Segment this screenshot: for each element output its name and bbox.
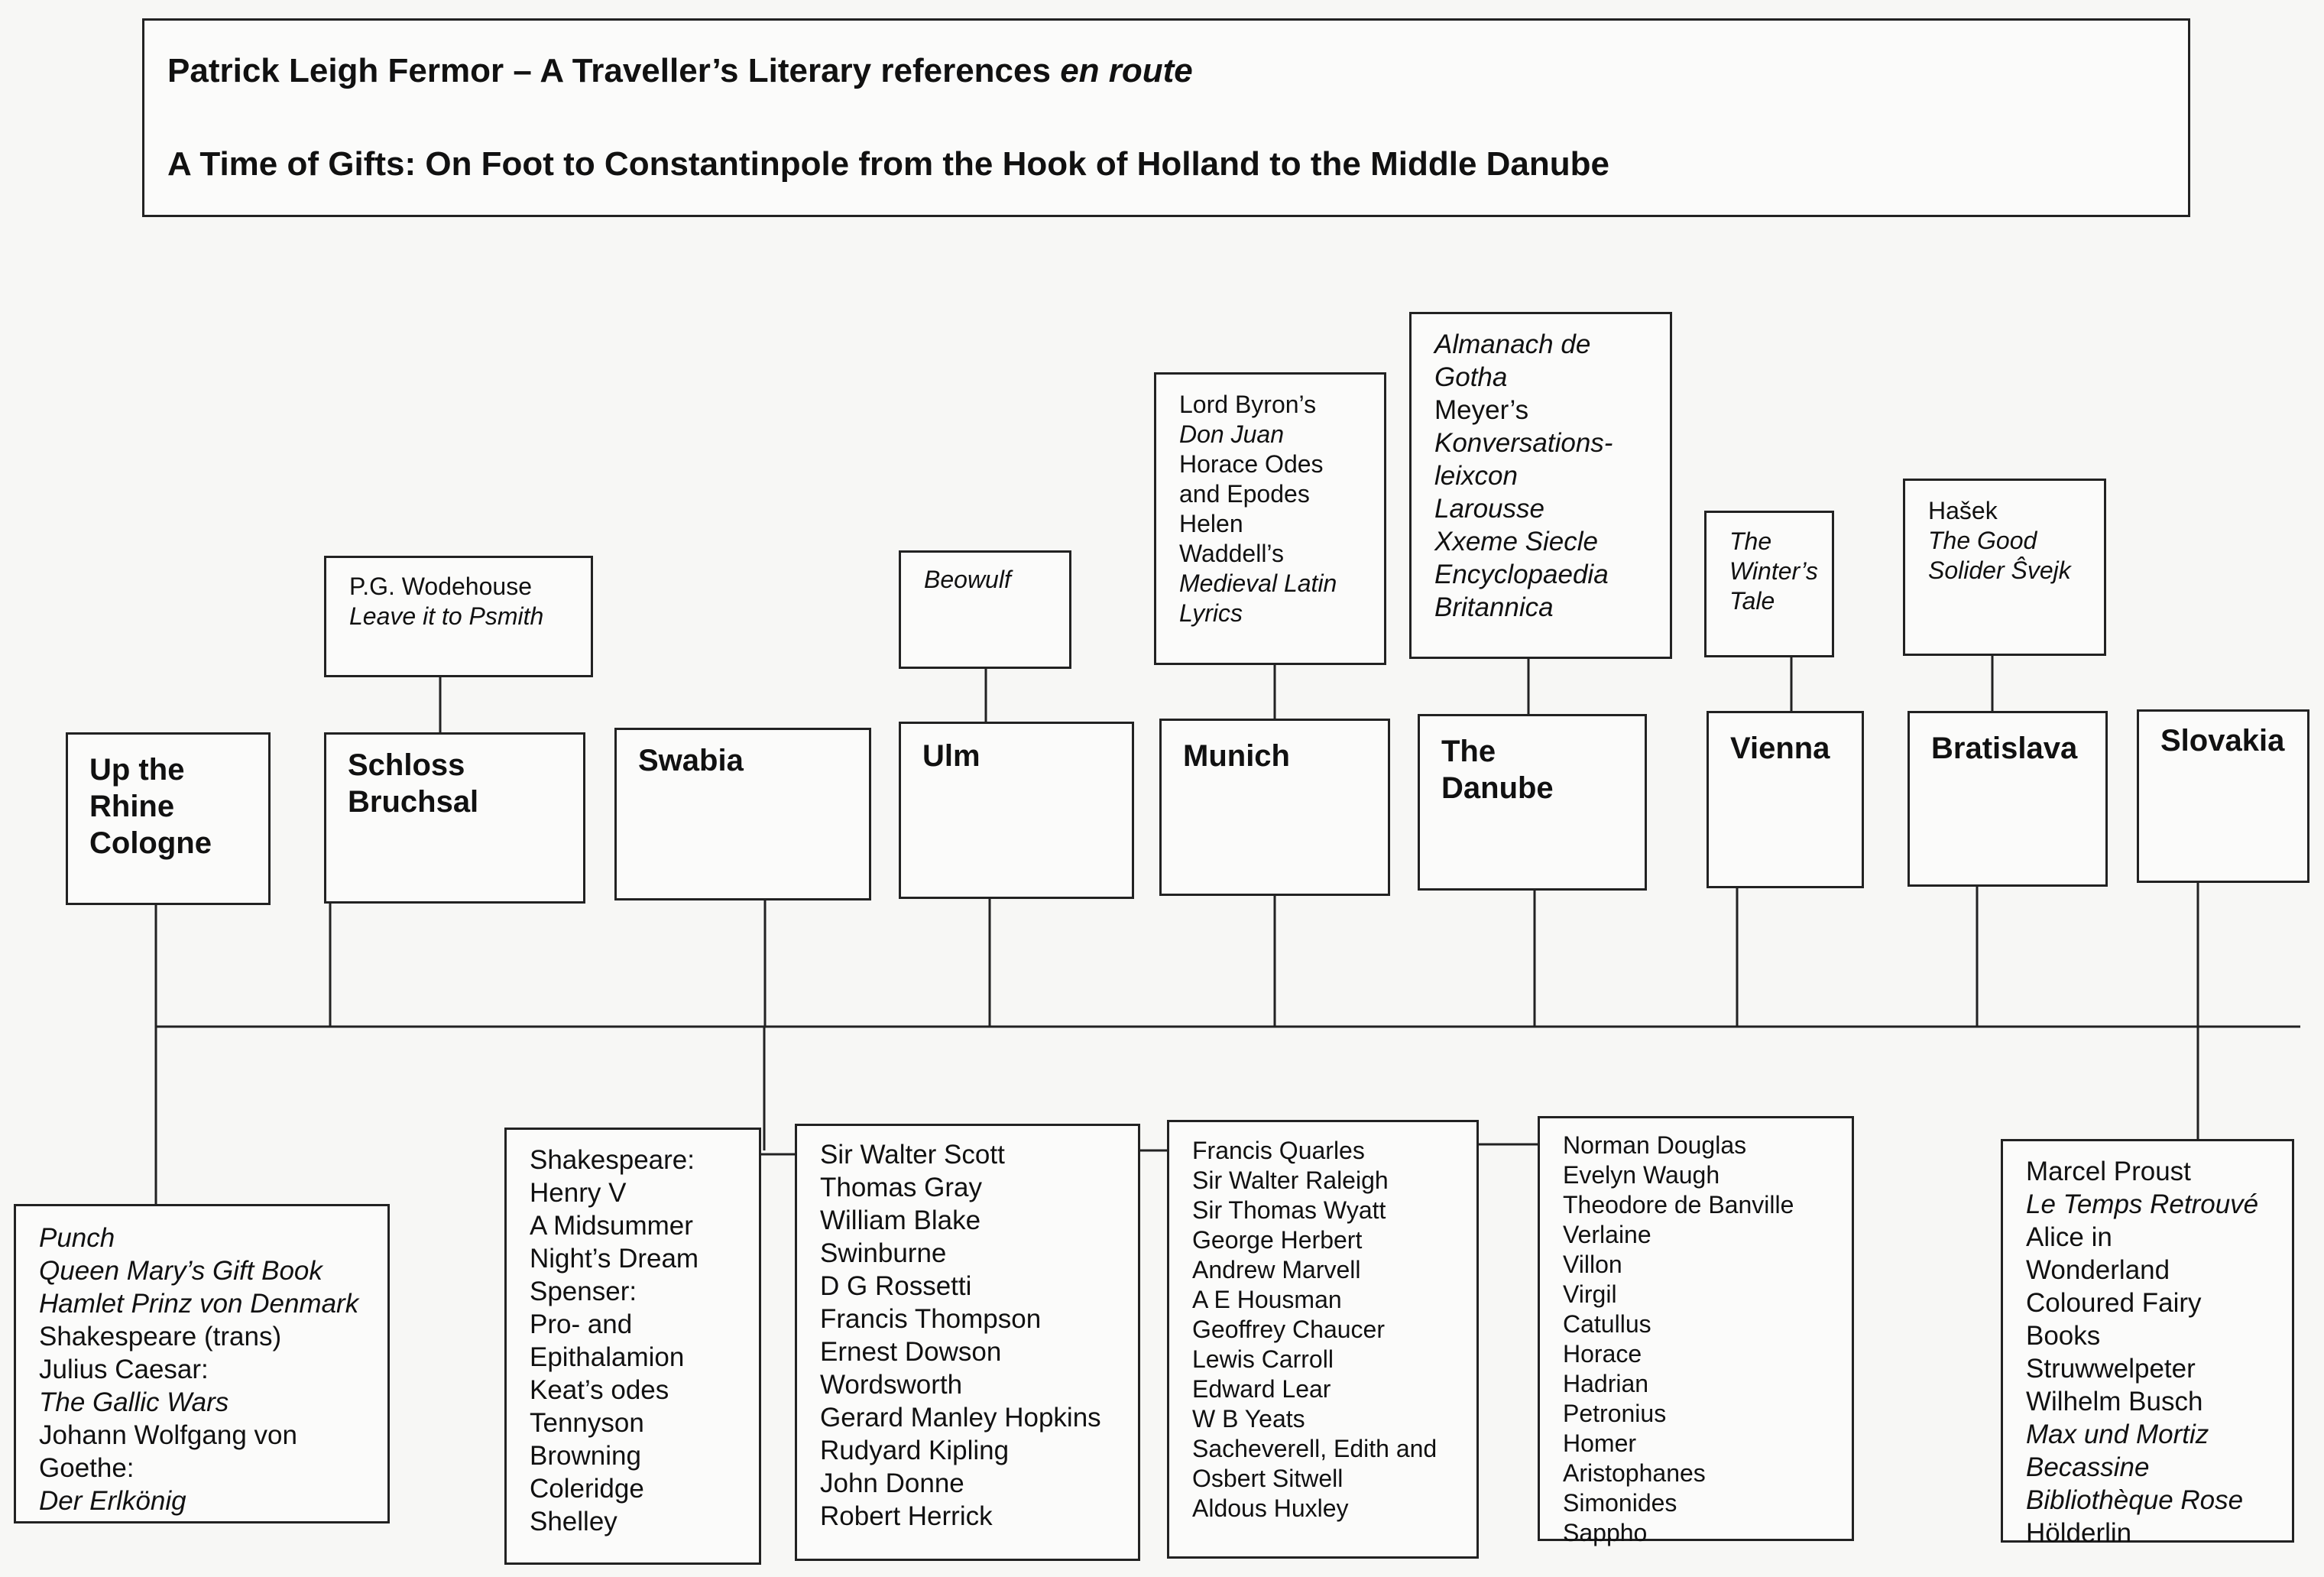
ref-box-shakespeare	[504, 1128, 761, 1565]
ref-line: Konversations-	[1434, 428, 1613, 458]
ref-line: Sir Thomas Wyatt	[1192, 1196, 1386, 1224]
ref-line: Hölderlin	[2026, 1518, 2132, 1548]
ref-line: Theodore de Banville	[1563, 1191, 1794, 1218]
ref-line: John Donne	[820, 1468, 964, 1498]
ref-line: Thomas Gray	[820, 1173, 982, 1202]
ref-line: Francis Quarles	[1192, 1137, 1365, 1164]
ref-line: Max und Mortiz	[2026, 1420, 2209, 1449]
ref-line: Robert Herrick	[820, 1501, 993, 1531]
ref-line: Shakespeare (trans)	[39, 1322, 282, 1351]
ref-box-beowulf	[899, 550, 1071, 669]
place-label: Rhine	[89, 790, 175, 823]
ref-box-proust	[2001, 1139, 2294, 1548]
ref-line: Becassine	[2026, 1452, 2150, 1482]
ref-line: Sir Walter Scott	[820, 1140, 1005, 1170]
ref-line: Shakespeare:	[530, 1145, 695, 1175]
ref-line: Shelley	[530, 1507, 617, 1536]
ref-line: Browning	[530, 1441, 641, 1471]
ref-line: Gotha	[1434, 362, 1508, 392]
ref-line: Hamlet Prinz von Denmark	[39, 1289, 359, 1319]
place-bratislava	[1907, 711, 2108, 887]
ref-line: Francis Thompson	[820, 1304, 1042, 1334]
ref-line: Der Erlkönig	[39, 1486, 186, 1516]
ref-line: Tale	[1729, 587, 1775, 615]
ref-line: Helen	[1179, 510, 1243, 537]
place-label: Ulm	[922, 739, 980, 773]
ref-line: Rudyard Kipling	[820, 1436, 1010, 1465]
place-label: Slovakia	[2160, 724, 2285, 758]
ref-box-bratislava	[1903, 479, 2106, 656]
ref-line: Wordsworth	[820, 1370, 963, 1400]
ref-line: Gerard Manley Hopkins	[820, 1403, 1101, 1433]
ref-line: Sacheverell, Edith and	[1192, 1435, 1438, 1462]
ref-line: Villon	[1563, 1251, 1622, 1278]
ref-line: Petronius	[1563, 1400, 1667, 1427]
ref-line: Struwwelpeter	[2026, 1354, 2196, 1384]
ref-line: Night’s Dream	[530, 1244, 699, 1274]
place-munich	[1159, 719, 1390, 896]
ref-line: Goethe:	[39, 1453, 135, 1483]
ref-line: Books	[2026, 1321, 2101, 1351]
ref-line: Don Juan	[1179, 420, 1284, 448]
ref-line: Julius Caesar:	[39, 1355, 209, 1384]
ref-line: Verlaine	[1563, 1221, 1651, 1248]
ref-box-vienna	[1704, 511, 1834, 657]
ref-line: Simonides	[1563, 1489, 1677, 1517]
place-up-the-rhine-cologne	[66, 732, 271, 905]
ref-line: P.G. Wodehouse	[349, 573, 532, 600]
ref-line: Leave it to Psmith	[349, 602, 544, 630]
ref-line: Hadrian	[1563, 1370, 1649, 1397]
ref-line: Horace	[1563, 1340, 1642, 1368]
ref-box-wodehouse	[324, 556, 593, 677]
ref-box-scott	[795, 1124, 1140, 1561]
ref-line: Xxeme Siecle	[1434, 527, 1598, 556]
place-label: Vienna	[1730, 732, 1830, 765]
ref-line: Hašek	[1928, 497, 1998, 524]
ref-line: A Midsummer	[530, 1211, 693, 1241]
ref-line: leixcon	[1434, 461, 1518, 491]
ref-line: Wonderland	[2026, 1255, 2170, 1285]
ref-line: The Gallic Wars	[39, 1387, 229, 1417]
ref-line: Winter’s	[1729, 557, 1818, 585]
ref-line: Horace Odes	[1179, 450, 1324, 478]
ref-line: Homer	[1563, 1429, 1637, 1457]
ref-line: Almanach de	[1434, 329, 1591, 359]
ref-line: Evelyn Waugh	[1563, 1161, 1720, 1189]
ref-line: Sappho	[1563, 1519, 1648, 1546]
ref-line: Encyclopaedia	[1434, 560, 1609, 589]
ref-line: Keat’s odes	[530, 1375, 669, 1405]
ref-line: Coloured Fairy	[2026, 1288, 2202, 1318]
subtitle-line: A Time of Gifts: On Foot to Constantinpole from the Hook of Holland to the Middle Danube	[167, 145, 1609, 183]
ref-line: The Good	[1928, 527, 2037, 554]
ref-box-danube	[1409, 312, 1672, 659]
ref-box-quarles	[1167, 1120, 1479, 1559]
ref-line: Medieval Latin	[1179, 569, 1337, 597]
title-italic: en route	[1060, 52, 1193, 89]
ref-line: Swinburne	[820, 1238, 947, 1268]
ref-line: Henry V	[530, 1178, 627, 1208]
ref-line: Virgil	[1563, 1280, 1617, 1308]
title-text: Patrick Leigh Fermor – A Traveller’s Literary references	[167, 52, 1061, 89]
ref-line: Aldous Huxley	[1192, 1494, 1349, 1522]
place-slovakia	[2137, 709, 2309, 883]
ref-line: Alice in	[2026, 1222, 2112, 1252]
ref-line: Meyer’s	[1434, 395, 1529, 425]
ref-line: Epithalamion	[530, 1342, 685, 1372]
ref-line: Spenser:	[530, 1277, 637, 1306]
ref-line: Geoffrey Chaucer	[1192, 1316, 1385, 1343]
place-label: Danube	[1441, 771, 1554, 805]
ref-line: Andrew Marvell	[1192, 1256, 1361, 1283]
place-label: The	[1441, 735, 1496, 768]
ref-line: Tennyson	[530, 1408, 644, 1438]
ref-line: George Herbert	[1192, 1226, 1363, 1254]
ref-line: Marcel Proust	[2026, 1157, 2191, 1186]
ref-line: Solider Ŝvejk	[1928, 556, 2071, 584]
ref-line: Wilhelm Busch	[2026, 1387, 2203, 1416]
place-label: Swabia	[638, 744, 744, 777]
ref-line: Johann Wolfgang von	[39, 1420, 297, 1450]
place-label: Bratislava	[1931, 732, 2078, 765]
ref-line: Edward Lear	[1192, 1375, 1331, 1403]
ref-line: Beowulf	[924, 566, 1011, 593]
place-label: Schloss	[348, 748, 465, 782]
ref-line: Ernest Dowson	[820, 1337, 1002, 1367]
ref-box-douglas	[1538, 1116, 1854, 1546]
ref-line: Lewis Carroll	[1192, 1345, 1334, 1373]
ref-line: Le Temps Retrouvé	[2026, 1189, 2259, 1219]
ref-line: Pro- and	[530, 1309, 633, 1339]
ref-line: Aristophanes	[1563, 1459, 1706, 1487]
ref-box-rhine	[14, 1204, 390, 1523]
place-label: Bruchsal	[348, 785, 479, 819]
ref-line: Osbert Sitwell	[1192, 1465, 1344, 1492]
ref-line: The	[1729, 527, 1772, 555]
ref-line: Queen Mary’s Gift Book	[39, 1256, 323, 1286]
place-label: Cologne	[89, 826, 212, 860]
ref-line: W B Yeats	[1192, 1405, 1305, 1433]
ref-line: Punch	[39, 1223, 115, 1253]
place-the-danube	[1418, 714, 1647, 891]
ref-line: Lyrics	[1179, 599, 1243, 627]
ref-line: William Blake	[820, 1205, 981, 1235]
ref-line: D G Rossetti	[820, 1271, 972, 1301]
ref-line: and Epodes	[1179, 480, 1310, 508]
place-swabia	[614, 728, 871, 900]
ref-line: Britannica	[1434, 592, 1554, 622]
ref-line: Catullus	[1563, 1310, 1651, 1338]
ref-line: Waddell’s	[1179, 540, 1284, 567]
ref-line: A E Housman	[1192, 1286, 1342, 1313]
ref-line: Sir Walter Raleigh	[1192, 1167, 1389, 1194]
ref-line: Bibliothèque Rose	[2026, 1485, 2244, 1515]
ref-line: Lord Byron’s	[1179, 391, 1317, 418]
place-label: Up the	[89, 753, 185, 787]
ref-box-munich	[1154, 372, 1386, 665]
ref-line: Larousse	[1434, 494, 1544, 524]
place-label: Munich	[1183, 739, 1290, 773]
place-vienna	[1707, 711, 1864, 888]
place-schloss-bruchsal	[324, 732, 585, 904]
ref-line: Norman Douglas	[1563, 1131, 1747, 1159]
place-ulm	[899, 722, 1134, 899]
ref-line: Coleridge	[530, 1474, 644, 1504]
